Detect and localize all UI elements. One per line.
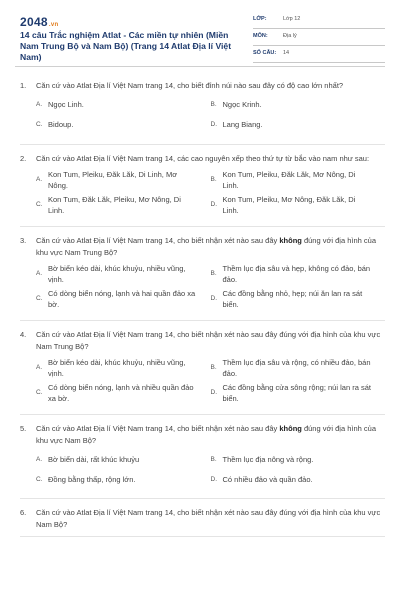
option-text: Kon Tum, Pleiku, Đăk Lăk, Mơ Nông, Di Linh. xyxy=(222,170,356,190)
question-stem xyxy=(20,235,385,258)
answer-option-b[interactable] xyxy=(211,264,386,285)
option-text: Lang Biang. xyxy=(222,120,263,130)
question-text-emphasis: không xyxy=(279,236,302,245)
question-text xyxy=(36,329,385,352)
question-text-part: đúng với địa hình của khu vực Nam Bộ? xyxy=(36,424,376,445)
option-text: Có dòng biển nóng, lạnh và hai quần đảo xa bờ. xyxy=(48,289,196,309)
option-text: Thềm lục địa nông và rộng. xyxy=(222,454,314,464)
question-3 xyxy=(20,235,385,321)
question-number: 6. xyxy=(20,508,27,517)
option-text: Đồng bằng thấp, rộng lớn. xyxy=(48,474,136,484)
question-text-part: Căn cứ vào Atlat Địa lí Việt Nam trang 14, các cao nguyên xếp theo thứ tự từ bắc vào nam như sau: xyxy=(36,153,370,163)
option-letter: C. xyxy=(36,475,43,483)
meta-label: SỐ CÂU: xyxy=(253,50,277,56)
answer-options xyxy=(20,98,385,138)
question-number: 5. xyxy=(20,424,27,433)
answer-option-c[interactable] xyxy=(36,472,211,488)
site-logo[interactable] xyxy=(20,15,58,29)
document-header xyxy=(0,0,400,68)
answer-options xyxy=(20,358,385,408)
option-text: Kon Tum, Đăk Lăk, Pleiku, Mơ Nông, Di Linh. xyxy=(48,195,181,215)
answer-option-b[interactable] xyxy=(211,98,386,114)
answer-option-b[interactable] xyxy=(211,452,386,468)
option-text: Kon Tum, Pleiku, Mơ Nông, Đăk Lăk, Di Linh. xyxy=(222,195,356,215)
answer-option-d[interactable] xyxy=(211,195,386,216)
option-text: Có nhiều đảo và quần đảo. xyxy=(222,474,313,484)
question-4 xyxy=(20,329,385,415)
option-letter: B. xyxy=(210,101,217,109)
answer-option-b[interactable] xyxy=(211,358,386,379)
question-stem xyxy=(20,329,385,352)
question-text-part: đúng với địa hình của khu vực Nam Trung Bộ? xyxy=(36,236,376,257)
answer-option-a[interactable] xyxy=(36,170,211,191)
option-text: Có dòng biển nóng, lạnh và nhiều quần đảo xa bờ. xyxy=(48,383,194,403)
question-1 xyxy=(20,80,385,145)
meta-value: Lớp 12 xyxy=(283,16,301,22)
option-letter: A. xyxy=(36,364,43,372)
option-letter: A. xyxy=(36,455,43,463)
question-number: 2. xyxy=(20,153,27,163)
meta-value: Địa lý xyxy=(283,33,297,39)
option-letter: A. xyxy=(36,101,43,109)
option-text: Kon Tum, Pleiku, Đăk Lăk, Di Linh, Mơ Nông. xyxy=(48,170,178,190)
meta-row-subject xyxy=(253,31,385,46)
question-text xyxy=(36,507,385,530)
question-stem xyxy=(20,80,385,92)
answer-option-c[interactable] xyxy=(36,195,211,216)
option-text: Các đồng bằng nhỏ, hẹp; núi ăn lan ra sát biển. xyxy=(222,289,363,309)
option-letter: A. xyxy=(36,176,43,184)
answer-option-c[interactable] xyxy=(36,118,211,134)
meta-value: 14 xyxy=(283,50,290,56)
option-text: Ngọc Krinh. xyxy=(222,100,262,110)
question-list xyxy=(20,80,385,545)
answer-options xyxy=(20,170,385,220)
option-letter: A. xyxy=(36,270,43,278)
option-letter: C. xyxy=(36,295,43,303)
option-text: Bidoup. xyxy=(48,120,74,130)
logo-tld: .vn xyxy=(48,22,59,28)
option-letter: B. xyxy=(210,364,217,372)
question-text xyxy=(36,235,385,258)
option-text: Các đồng bằng cửa sông rộng; núi lan ra sát biển. xyxy=(222,383,371,403)
question-text-part: Căn cứ vào Atlat Địa lí Việt Nam trang 14, cho biết nhận xét nào sau đây xyxy=(36,236,280,245)
question-number: 3. xyxy=(20,236,27,245)
question-2 xyxy=(20,153,385,228)
question-text-part: Căn cứ vào Atlat Địa lí Việt Nam trang 14, cho biết đỉnh núi nào sau đây có độ cao lớn nhất? xyxy=(36,81,344,90)
option-letter: B. xyxy=(210,270,217,278)
meta-row-grade xyxy=(253,14,385,29)
question-text-part: Căn cứ vào Atlat Địa lí Việt Nam trang 14, cho biết nhận xét nào sau đây đúng với địa hình của khu vực Nam Trung Bộ? xyxy=(36,330,381,351)
answer-option-d[interactable] xyxy=(211,118,386,134)
question-text xyxy=(36,153,385,165)
answer-option-c[interactable] xyxy=(36,289,211,310)
question-6 xyxy=(20,507,385,537)
answer-option-b[interactable] xyxy=(211,170,386,191)
answer-option-a[interactable] xyxy=(36,264,211,285)
question-text-emphasis: không xyxy=(279,424,302,433)
option-text: Bờ biển dài, rất khúc khuỷu xyxy=(48,454,140,464)
question-number: 1. xyxy=(20,81,27,90)
document-title: 14 câu Trắc nghiệm Atlat - Các miền tự nhiên (Miền Nam Trung Bộ và Nam Bộ) (Trang 14 Atlat Địa lí Việt Nam) xyxy=(20,30,232,62)
answer-option-d[interactable] xyxy=(211,472,386,488)
option-letter: D. xyxy=(210,475,217,483)
document-meta xyxy=(253,14,385,65)
option-text: Bờ biển kéo dài, khúc khuỷu, nhiều vũng, vịnh. xyxy=(48,358,186,378)
option-letter: D. xyxy=(210,295,217,303)
option-text: Thềm lục địa sâu và hẹp, không có đảo, bán đảo. xyxy=(222,264,371,284)
option-letter: D. xyxy=(210,201,217,209)
meta-row-count xyxy=(253,48,385,63)
option-letter: C. xyxy=(36,389,43,397)
header-divider xyxy=(15,66,385,67)
option-letter: D. xyxy=(210,389,217,397)
question-stem xyxy=(20,423,385,446)
answer-option-a[interactable] xyxy=(36,98,211,114)
answer-option-a[interactable] xyxy=(36,358,211,379)
meta-label: LỚP: xyxy=(253,16,267,22)
option-text: Bờ biển kéo dài, khúc khuỷu, nhiều vũng, vịnh. xyxy=(48,264,186,284)
answer-option-d[interactable] xyxy=(211,289,386,310)
answer-options xyxy=(20,264,385,314)
meta-label: MÔN: xyxy=(253,33,268,39)
answer-options xyxy=(20,452,385,492)
question-stem xyxy=(20,507,385,530)
question-text xyxy=(36,423,385,446)
option-letter: D. xyxy=(210,121,217,129)
question-text-part: Căn cứ vào Atlat Địa lí Việt Nam trang 14, cho biết nhận xét nào sau đây xyxy=(36,424,280,433)
option-letter: C. xyxy=(36,201,43,209)
question-text-part: Căn cứ vào Atlat Địa lí Việt Nam trang 14, cho biết nhận xét nào sau đây đúng với địa hình của khu vực Nam Bộ? xyxy=(36,508,381,529)
option-text: Thềm lục địa sâu và rộng, có nhiều đảo, bán đảo. xyxy=(222,358,371,378)
answer-option-c[interactable] xyxy=(36,383,211,404)
option-text: Ngọc Linh. xyxy=(48,100,84,110)
option-letter: B. xyxy=(210,455,217,463)
question-stem xyxy=(20,153,385,165)
option-letter: B. xyxy=(210,176,217,184)
option-letter: C. xyxy=(36,121,43,129)
answer-option-d[interactable] xyxy=(211,383,386,404)
question-5 xyxy=(20,423,385,499)
question-number: 4. xyxy=(20,330,27,339)
question-text xyxy=(36,80,385,92)
logo-text: 2048 xyxy=(20,15,48,29)
answer-option-a[interactable] xyxy=(36,452,211,468)
